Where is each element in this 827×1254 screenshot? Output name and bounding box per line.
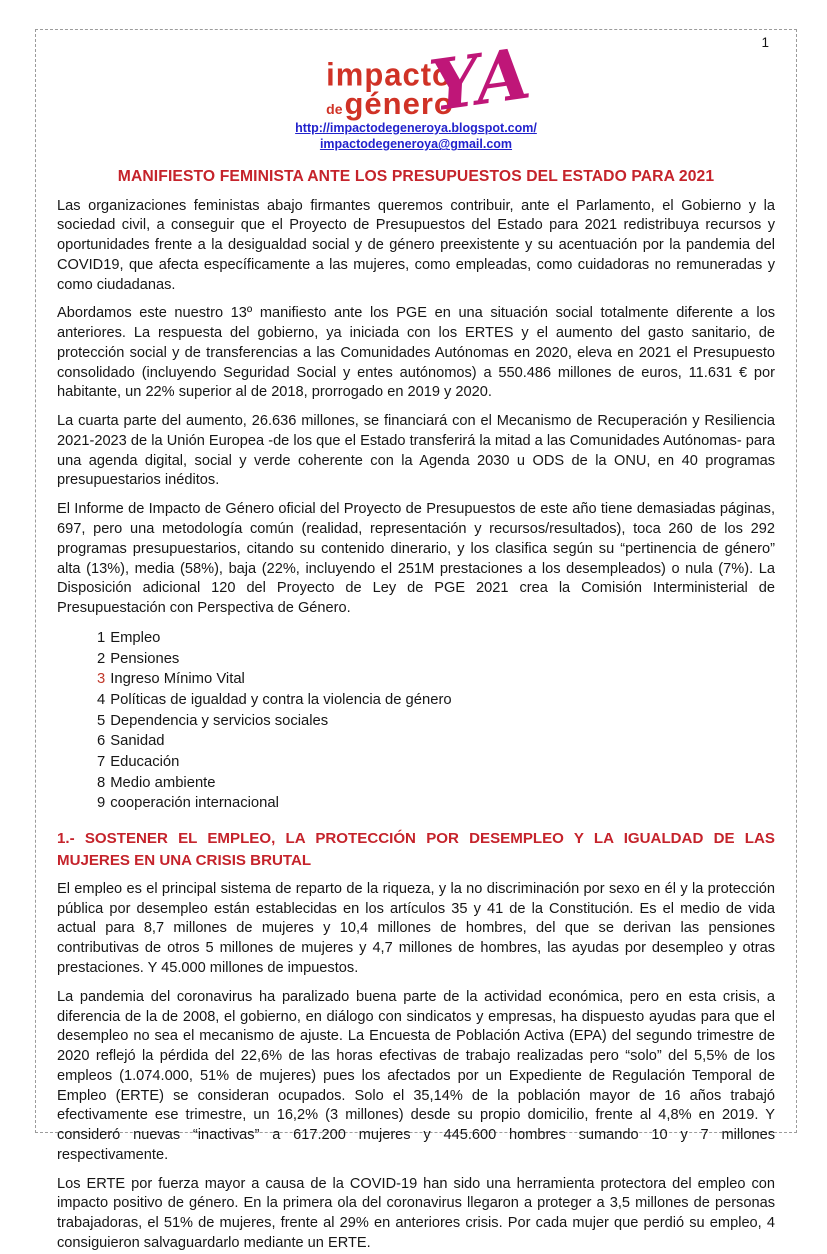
- page-border: [35, 29, 797, 1251]
- section-1-paragraph-1: El empleo es el principal sistema de reparto de la riqueza, y la no discriminación por sexo en él y la protección pública por desempleo están establecidas en los artículos 35 y 41 de la Constitución. Es el medio de vida actual para 8,7 millones de mujeres y 10,4 millones de hombres, del que se derivan las pensiones contributivas de otros 5 millones de mujeres y 4,7 millones de hombres, las ayudas por desempleo y otras prestaciones. Y 45.000 millones de impuestos.: [57, 880, 775, 976]
- logo-ya-script: YA: [424, 31, 536, 128]
- email-link[interactable]: impactodegeneroya@gmail.com: [319, 137, 513, 152]
- contact-links: [57, 120, 775, 153]
- intro-paragraph-4: El Informe de Impacto de Género oficial del Proyecto de Presupuestos de este año tiene demasiadas páginas, 697, pero una metodología común (realidad, representación y recursos/resultados), toca 260 de los 292 programas presupuestarios, citando su contenido dinerario, y los clasifica según su “pertinencia de género” alta (13%), media (58%), baja (22%, incluyendo el 251M prestaciones a los desempleados) o nula (7%). La Disposición adicional 120 del Proyecto de Ley de PGE 2021 crea la Comisión Interministerial de Presupuestación con Perspectiva de Género.: [57, 501, 775, 617]
- logo-word-genero: género: [344, 85, 454, 121]
- document-title: MANIFIESTO FEMINISTA ANTE LOS PRESUPUESTOS DEL ESTADO PARA 2021: [117, 167, 715, 185]
- section-1-paragraph-3: Los ERTE por fuerza mayor a causa de la COVID-19 han sido una herramienta protectora del empleo con impacto positivo de género. En la primera ola del coronavirus llegaron a proteger a 3,5 millones de personas trabajadoras, el 51% de mujeres, frente al 29% en anteriores crisis. Por cada mujer que perdió su empleo, 4 consiguieron salvaguardarlo mediante un ERTE.: [57, 1175, 775, 1251]
- toc-item-cooperacion: 9 cooperación internacional: [97, 795, 279, 812]
- intro-paragraph-3: La cuarta parte del aumento, 26.636 millones, se financiará con el Mecanismo de Recuperación y Resiliencia 2021-2023 de la Unión Europea -de los que el Estado transferirá la mitad a las Comunidades Autónomas- para una agenda digital, social y verde coherente con la Agenda 2030 u ODS de la ONU, en 40 programas presupuestarios inéditos.: [57, 413, 775, 489]
- intro-paragraph-2: Abordamos este nuestro 13º manifiesto ante los PGE en una situación social totalmente diferente a los anteriores. La respuesta del gobierno, ya iniciada con los ERTES y el aumento del gasto sanitario, de protección social y de transferencias a las Comunidades Autónomas en 2020, eleva en 2021 el Presupuesto consolidado (incluyendo Seguridad Social y entes autónomos) a 550.486 millones de euros, 11.631 € por habitante, un 22% superior al de 2018, prorrogado en 2019 y 2020.: [57, 305, 775, 401]
- toc-item-pensiones: 2 Pensiones: [97, 650, 180, 667]
- page-number: 1: [761, 35, 769, 50]
- toc-item-politicas-igualdad: 4 Políticas de igualdad y contra la violencia de género: [97, 691, 452, 708]
- logo-word-de: de: [326, 100, 343, 117]
- toc-item-educacion: 7 Educación: [97, 754, 180, 771]
- toc-item-dependencia: 5 Dependencia y servicios sociales: [97, 712, 329, 729]
- table-of-contents: [97, 628, 775, 814]
- section-1-paragraph-2: La pandemia del coronavirus ha paralizado buena parte de la actividad económica, pero en esta crisis, a diferencia de la de 2008, el gobierno, en diálogo con sindicatos y empresas, ha dispuesto ayudas para que el desempleo no sea el mecanismo de ajuste. La Encuesta de Población Activa (EPA) del segundo trimestre de 2020 reflejó la pérdida del 22,6% de las horas efectivas de trabajo realizadas pero “solo” del 5,5% de los empleos (1.074.000, 51% de mujeres) pues los afectados por un Expediente de Regulación Temporal de Empleo (ERTE) se consideran ocupados. Solo el 35,14% de la población mayor de 16 años trabajó efectivamente ese trimestre, un 16,2% (3 millones) desde su propio domicilio, frente al 4,8% en 2019. Y consideró nuevas “inactivas” a 617.200 mujeres y 445.600 hombres sumando 10 y 7 millones respectivamente.: [57, 988, 775, 1163]
- logo: [326, 31, 536, 128]
- toc-item-ingreso-minimo-vital: 3 Ingreso Mínimo Vital: [97, 671, 245, 688]
- logo-word-impacto: impacto: [326, 56, 452, 93]
- intro-paragraph-1: Las organizaciones feministas abajo firmantes queremos contribuir, ante el Parlamento, el Gobierno y la sociedad civil, a conseguir que el Proyecto de Presupuestos del Estado para 2021 redistribuya recursos y oportunidades frente a la desigualdad social y de género preexistente y su acentuación por la pandemia del COVID19, que afecta específicamente a las mujeres, como empleadas, como cuidadoras no remuneradas y como ciudadanas.: [57, 197, 775, 293]
- section-1-heading: 1.- SOSTENER EL EMPLEO, LA PROTECCIÓN POR DESEMPLEO Y LA IGUALDAD DE LAS MUJERES EN UNA CRISIS BRUTAL: [57, 830, 775, 870]
- toc-item-sanidad: 6 Sanidad: [97, 733, 165, 750]
- toc-item-empleo: 1 Empleo: [97, 629, 161, 646]
- toc-item-medio-ambiente: 8 Medio ambiente: [97, 774, 216, 791]
- blog-link[interactable]: http://impactodegeneroya.blogspot.com/: [295, 121, 537, 136]
